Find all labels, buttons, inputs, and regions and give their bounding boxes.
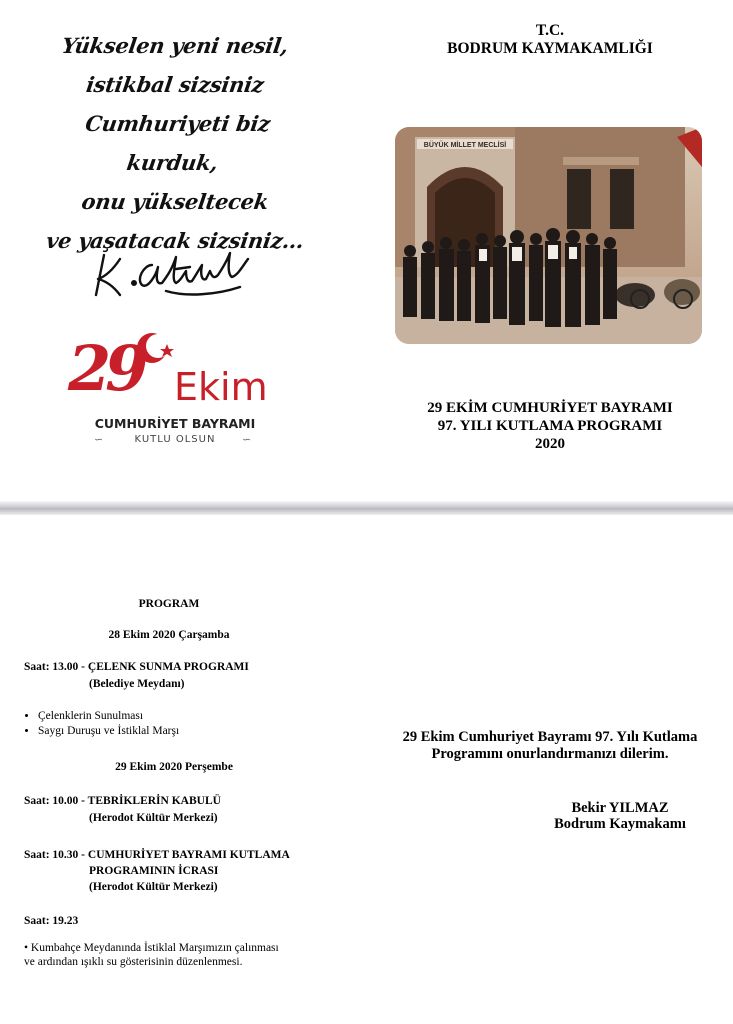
event-2-place: (Herodot Kültür Merkezi): [89, 812, 218, 824]
invitation-text: [380, 729, 720, 763]
event-3-title-cont: PROGRAMININ İCRASI: [89, 865, 219, 877]
quote-line: Yükselen yeni nesil,: [60, 33, 290, 58]
page-fold-divider: [0, 501, 733, 515]
header-line-kaymakamlik: BODRUM KAYMAKAMLIĞI: [447, 40, 653, 57]
ornament-left-icon: ∽: [94, 434, 104, 446]
event-4-time: Saat: 19.23: [24, 915, 79, 927]
title-line-2: 97. YILI KUTLAMA PROGRAMI: [437, 418, 663, 434]
program-day-2: 29 Ekim 2020 Perşembe: [115, 761, 233, 773]
logo-tagline: KUTLU OLSUN: [134, 434, 216, 445]
list-item: • Saygı Duruşu ve İstiklal Marşı: [38, 724, 328, 739]
logo-word: Ekim: [174, 365, 268, 409]
event-4-description: [24, 941, 324, 969]
quote-line: Cumhuriyeti biz kurduk,: [83, 111, 272, 175]
29-ekim-logo: [70, 332, 280, 452]
header-line-tc: T.C.: [535, 22, 565, 39]
header: [400, 22, 700, 58]
cover-title: [395, 399, 705, 453]
event-4-line-2: ve ardından ışıklı su gösterisinin düzenlenmesi.: [24, 956, 243, 968]
quote-line: onu yükseltecek: [80, 189, 270, 214]
historic-photo: [395, 127, 702, 344]
logo-number: 29: [68, 332, 143, 405]
parliament-building-image: [395, 127, 702, 344]
event-1-place: (Belediye Meydanı): [89, 678, 185, 690]
event-2-time: Saat: 10.00 - TEBRİKLERİN KABULÜ: [24, 795, 221, 807]
ataturk-signature: [90, 245, 255, 303]
event-3-time: Saat: 10.30 - CUMHURİYET BAYRAMI KUTLAMA: [24, 849, 290, 861]
ornament-right-icon: ∽: [242, 434, 252, 446]
program-day-1: 28 Ekim 2020 Çarşamba: [108, 629, 230, 641]
quote-line: istikbal sizsiniz: [84, 72, 266, 97]
title-line-3: 2020: [535, 436, 565, 452]
title-line-1: 29 EKİM CUMHURİYET BAYRAMI: [427, 400, 673, 416]
list-item: • Çelenklerin Sunulması: [38, 709, 328, 724]
ataturk-quote: [40, 26, 310, 260]
invitation-line-2: Programını onurlandırmanızı dilerim.: [431, 746, 669, 762]
bullet-icon: •: [24, 942, 31, 954]
event-3-place: (Herodot Kültür Merkezi): [89, 881, 218, 893]
signer-name: Bekir YILMAZ: [571, 800, 669, 816]
event-1-time: Saat: 13.00 - ÇELENK SUNMA PROGRAMI: [24, 661, 249, 673]
invitation-line-1: 29 Ekim Cumhuriyet Bayramı 97. Yılı Kutlama: [402, 729, 698, 745]
program-heading: PROGRAM: [138, 598, 200, 610]
building-sign: BÜYÜK MİLLET MECLİSİ: [423, 142, 507, 149]
signer-title: Bodrum Kaymakamı: [554, 816, 686, 832]
signer-block: [520, 800, 720, 832]
logo-subtitle: CUMHURİYET BAYRAMI: [94, 416, 256, 431]
event-1-items: [24, 709, 328, 739]
event-4-line-1: • Kumbahçe Meydanında İstiklal Marşımızın çalınması: [24, 942, 279, 954]
quote-line: ve yaşatacak sizsiniz...: [44, 228, 306, 253]
